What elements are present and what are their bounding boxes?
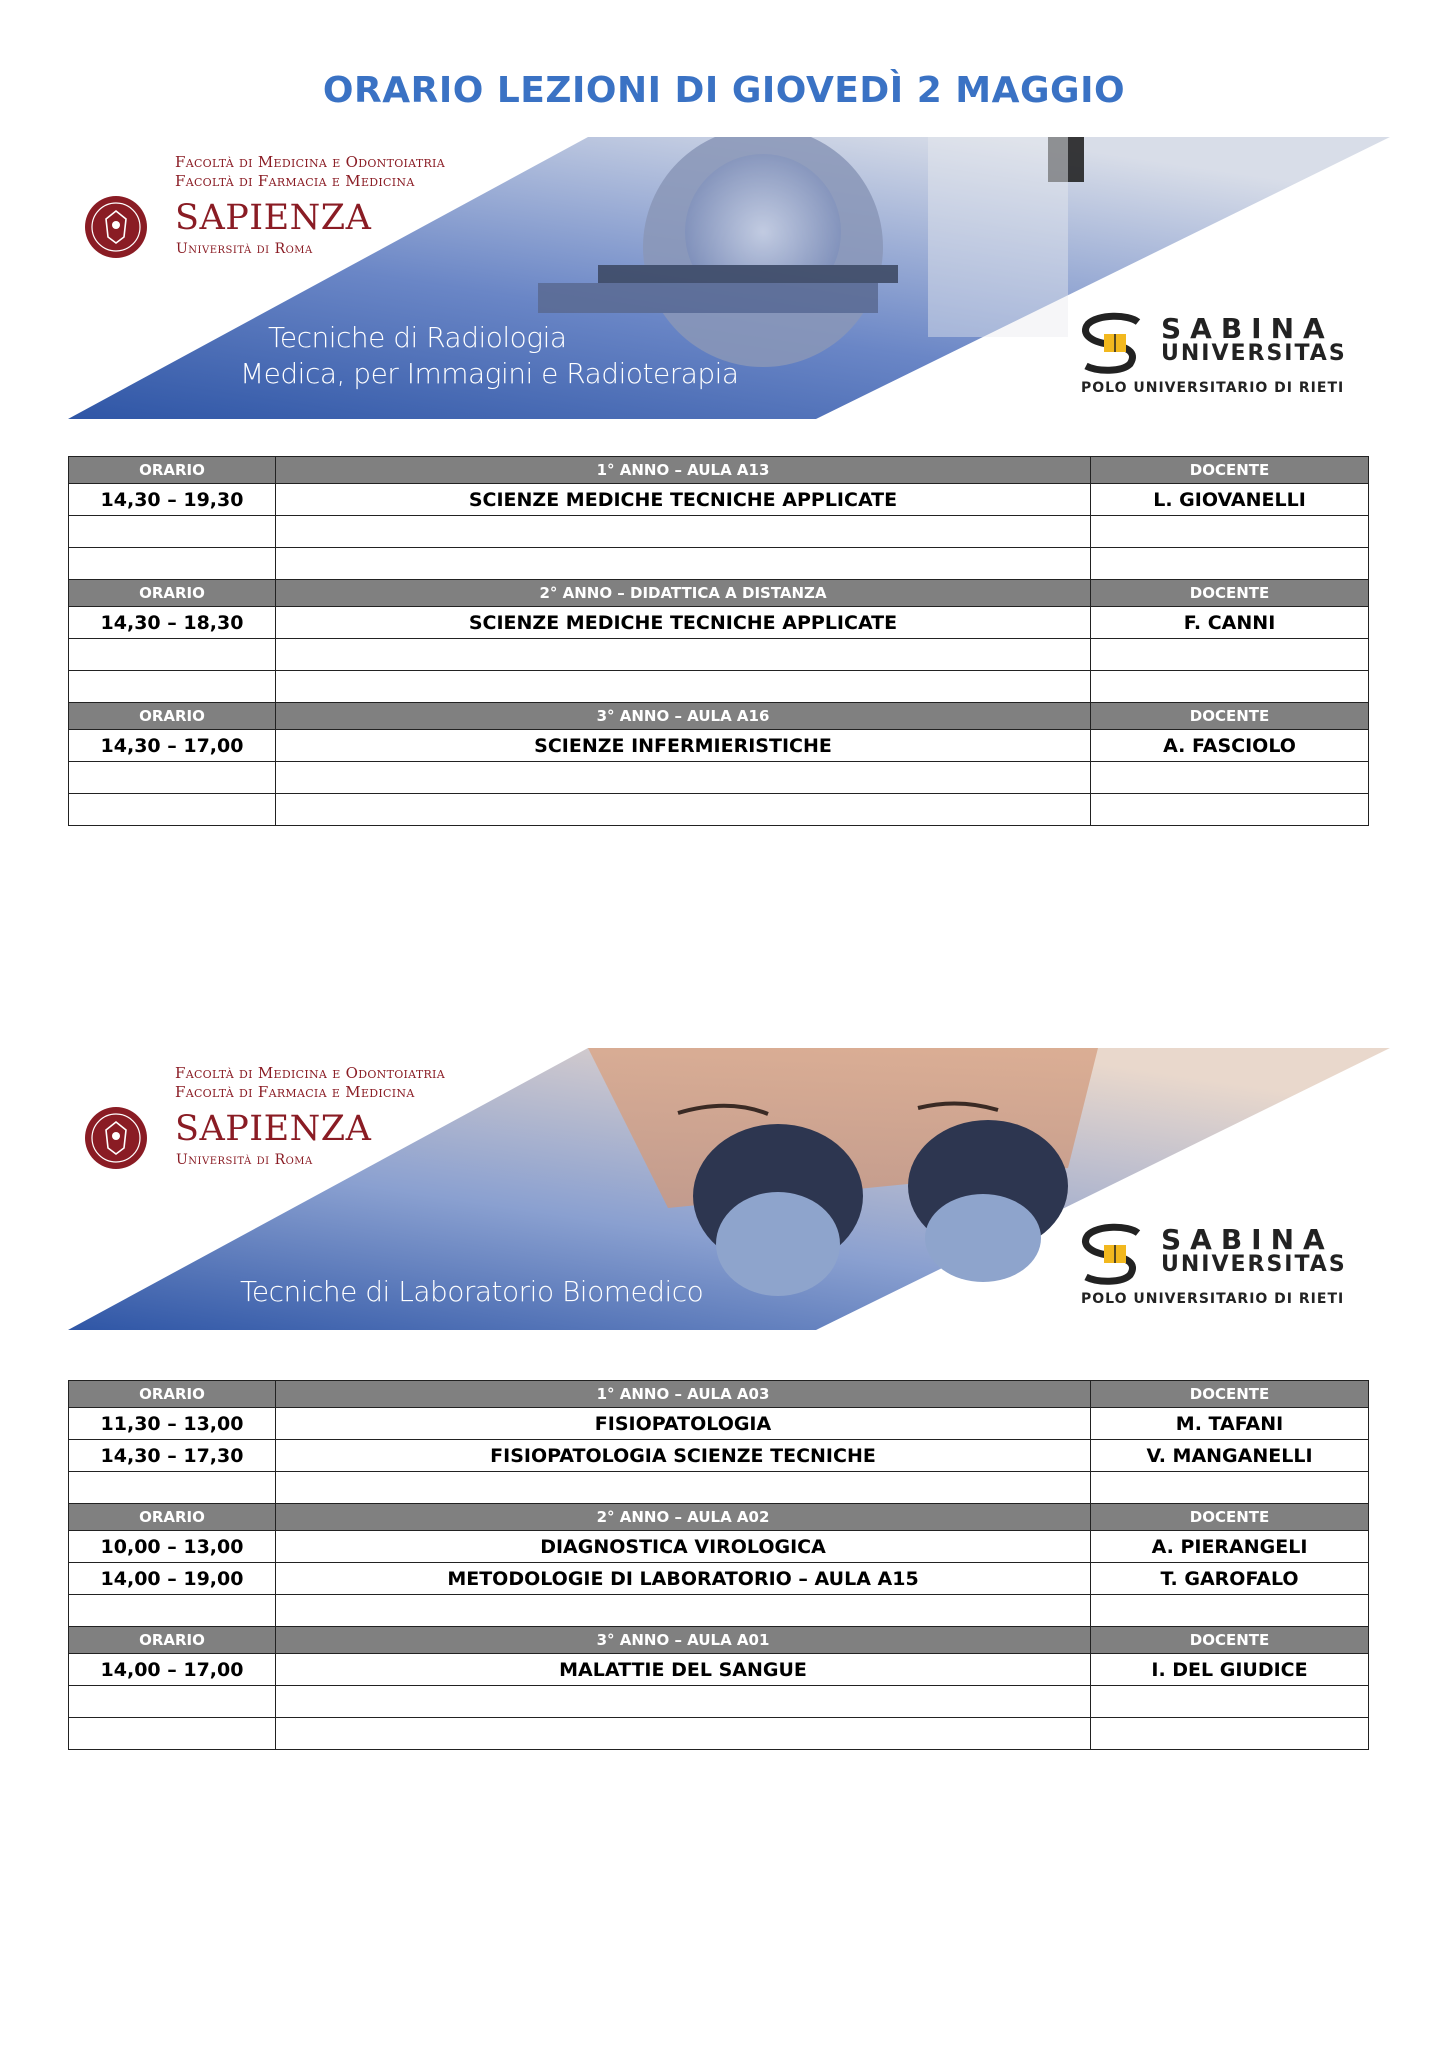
university-name: SAPIENZA	[175, 198, 372, 238]
course-name-line-2: Medica, per Immagini e Radioterapia	[240, 357, 739, 390]
cell-course	[276, 639, 1091, 671]
year-3-group	[69, 1627, 1369, 1750]
header-time: ORARIO	[69, 1504, 276, 1531]
header-time: ORARIO	[69, 580, 276, 607]
cell-time: 14,30 – 18,30	[69, 607, 276, 639]
cell-course: FISIOPATOLOGIA	[276, 1408, 1091, 1440]
year-1-group	[69, 457, 1369, 580]
cell-teacher: V. MANGANELLI	[1091, 1440, 1369, 1472]
sabina-subtitle: UNIVERSITAS	[1161, 1252, 1347, 1277]
cell-time	[69, 548, 276, 580]
sabina-polo: POLO UNIVERSITARIO DI RIETI	[1081, 1291, 1345, 1307]
cell-course	[276, 762, 1091, 794]
cell-course	[276, 548, 1091, 580]
table-row	[69, 762, 1369, 794]
header-year-room: 2° ANNO – AULA A02	[276, 1504, 1091, 1531]
cell-teacher: F. CANNI	[1091, 607, 1369, 639]
table-header-row	[69, 1504, 1369, 1531]
cell-teacher	[1091, 762, 1369, 794]
course-name-line-1: Tecniche di Laboratorio Biomedico	[240, 1275, 704, 1308]
table-header-row	[69, 1627, 1369, 1654]
cell-time	[69, 516, 276, 548]
cell-course	[276, 1718, 1091, 1750]
cell-time	[69, 1472, 276, 1504]
cell-teacher: T. GAROFALO	[1091, 1563, 1369, 1595]
cell-teacher	[1091, 1718, 1369, 1750]
cell-teacher: L. GIOVANELLI	[1091, 484, 1369, 516]
radiology-banner	[68, 137, 1390, 419]
sabina-name: SABINA	[1161, 1223, 1334, 1256]
radiology-schedule-table	[68, 456, 1369, 826]
cell-course	[276, 794, 1091, 826]
faculty-line-2: Facoltà di Farmacia e Medicina	[175, 1083, 415, 1101]
cell-teacher: I. DEL GIUDICE	[1091, 1654, 1369, 1686]
table-row	[69, 1472, 1369, 1504]
cell-time	[69, 1718, 276, 1750]
cell-time	[69, 762, 276, 794]
table-row	[69, 1563, 1369, 1595]
header-teacher: DOCENTE	[1091, 1381, 1369, 1408]
table-row	[69, 1595, 1369, 1627]
header-year-room: 1° ANNO – AULA A13	[276, 457, 1091, 484]
laboratory-schedule-table	[68, 1380, 1369, 1750]
cell-teacher: A. PIERANGELI	[1091, 1531, 1369, 1563]
cell-teacher: A. FASCIOLO	[1091, 730, 1369, 762]
cell-teacher	[1091, 794, 1369, 826]
header-teacher: DOCENTE	[1091, 1627, 1369, 1654]
header-teacher: DOCENTE	[1091, 457, 1369, 484]
course-name-line-1: Tecniche di Radiologia	[268, 321, 567, 354]
table-row	[69, 548, 1369, 580]
year-1-group	[69, 1381, 1369, 1504]
cell-teacher	[1091, 1472, 1369, 1504]
header-year-room: 1° ANNO – AULA A03	[276, 1381, 1091, 1408]
cell-time: 11,30 – 13,00	[69, 1408, 276, 1440]
table-row	[69, 639, 1369, 671]
table-row	[69, 1654, 1369, 1686]
sabina-name: SABINA	[1161, 312, 1334, 345]
cell-course	[276, 516, 1091, 548]
cell-teacher	[1091, 1686, 1369, 1718]
faculty-line-2: Facoltà di Farmacia e Medicina	[175, 172, 415, 190]
cell-time	[69, 794, 276, 826]
sabina-universitas-logo	[1068, 1223, 1378, 1313]
sabina-subtitle: UNIVERSITAS	[1161, 341, 1347, 366]
cell-course: SCIENZE MEDICHE TECNICHE APPLICATE	[276, 484, 1091, 516]
header-time: ORARIO	[69, 703, 276, 730]
cell-time	[69, 1595, 276, 1627]
year-2-group	[69, 1504, 1369, 1627]
course-name	[240, 1274, 703, 1310]
table-row	[69, 730, 1369, 762]
header-teacher: DOCENTE	[1091, 703, 1369, 730]
cell-time	[69, 671, 276, 703]
header-teacher: DOCENTE	[1091, 580, 1369, 607]
table-row	[69, 1686, 1369, 1718]
year-3-group	[69, 703, 1369, 826]
cell-time: 14,30 – 17,30	[69, 1440, 276, 1472]
cell-time: 14,30 – 17,00	[69, 730, 276, 762]
table-header-row	[69, 703, 1369, 730]
table-row	[69, 671, 1369, 703]
cell-time: 14,00 – 19,00	[69, 1563, 276, 1595]
header-time: ORARIO	[69, 1381, 276, 1408]
cell-teacher	[1091, 639, 1369, 671]
university-name: SAPIENZA	[175, 1109, 372, 1149]
table-header-row	[69, 580, 1369, 607]
table-row	[69, 794, 1369, 826]
cell-course: FISIOPATOLOGIA SCIENZE TECNICHE	[276, 1440, 1091, 1472]
sapienza-seal-icon	[84, 1106, 148, 1170]
header-time: ORARIO	[69, 1627, 276, 1654]
cell-teacher	[1091, 548, 1369, 580]
laboratory-banner	[68, 1048, 1390, 1330]
table-row	[69, 484, 1369, 516]
cell-time	[69, 1686, 276, 1718]
cell-course	[276, 671, 1091, 703]
cell-course	[276, 1472, 1091, 1504]
sapienza-seal-icon	[84, 195, 148, 259]
faculty-names	[175, 153, 445, 191]
header-time: ORARIO	[69, 457, 276, 484]
university-subtitle: Università di Roma	[176, 241, 313, 257]
cell-course	[276, 1686, 1091, 1718]
table-row	[69, 1440, 1369, 1472]
course-name	[240, 320, 739, 392]
faculty-line-1: Facoltà di Medicina e Odontoiatria	[175, 1064, 445, 1082]
cell-course: SCIENZE INFERMIERISTICHE	[276, 730, 1091, 762]
sabina-book-icon	[1078, 312, 1144, 376]
table-row	[69, 1718, 1369, 1750]
sabina-universitas-logo	[1068, 312, 1378, 402]
cell-teacher: M. TAFANI	[1091, 1408, 1369, 1440]
sabina-book-icon	[1078, 1223, 1144, 1287]
cell-time	[69, 639, 276, 671]
cell-teacher	[1091, 516, 1369, 548]
cell-course: MALATTIE DEL SANGUE	[276, 1654, 1091, 1686]
cell-time: 10,00 – 13,00	[69, 1531, 276, 1563]
cell-time: 14,30 – 19,30	[69, 484, 276, 516]
table-header-row	[69, 457, 1369, 484]
table-row	[69, 516, 1369, 548]
cell-course: METODOLOGIE DI LABORATORIO – AULA A15	[276, 1563, 1091, 1595]
table-row	[69, 607, 1369, 639]
header-year-room: 2° ANNO – DIDATTICA A DISTANZA	[276, 580, 1091, 607]
cell-course	[276, 1595, 1091, 1627]
faculty-names	[175, 1064, 445, 1102]
header-year-room: 3° ANNO – AULA A16	[276, 703, 1091, 730]
sabina-polo: POLO UNIVERSITARIO DI RIETI	[1081, 380, 1345, 396]
page-title: ORARIO LEZIONI DI GIOVEDÌ 2 MAGGIO	[322, 70, 1126, 111]
cell-teacher	[1091, 671, 1369, 703]
cell-teacher	[1091, 1595, 1369, 1627]
year-2-group	[69, 580, 1369, 703]
table-row	[69, 1408, 1369, 1440]
cell-course: DIAGNOSTICA VIROLOGICA	[276, 1531, 1091, 1563]
header-teacher: DOCENTE	[1091, 1504, 1369, 1531]
cell-course: SCIENZE MEDICHE TECNICHE APPLICATE	[276, 607, 1091, 639]
cell-time: 14,00 – 17,00	[69, 1654, 276, 1686]
table-header-row	[69, 1381, 1369, 1408]
faculty-line-1: Facoltà di Medicina e Odontoiatria	[175, 153, 445, 171]
university-subtitle: Università di Roma	[176, 1152, 313, 1168]
table-row	[69, 1531, 1369, 1563]
header-year-room: 3° ANNO – AULA A01	[276, 1627, 1091, 1654]
